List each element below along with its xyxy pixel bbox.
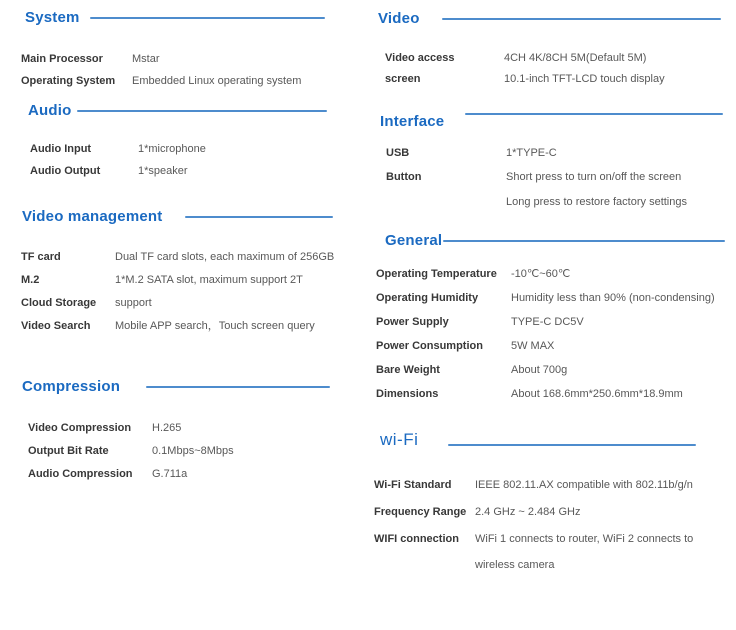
spec-rows <box>374 267 730 401</box>
spec-value: Mobile APP search，Touch screen query <box>115 320 315 332</box>
spec-value: IEEE 802.11.AX compatible with 802.11b/g/n <box>475 479 693 491</box>
section-title: wi-Fi <box>380 430 419 449</box>
section-title: General <box>385 232 443 249</box>
spec-value-line2: wireless camera <box>475 559 555 571</box>
section-divider-line <box>448 444 696 446</box>
spec-label: M.2 <box>21 274 40 286</box>
spec-label: Video Search <box>21 320 91 332</box>
spec-label: Output Bit Rate <box>28 445 109 457</box>
spec-label: Audio Output <box>30 165 101 177</box>
section-divider-line <box>77 110 327 112</box>
section-video <box>374 9 730 93</box>
spec-row <box>374 267 730 281</box>
spec-row <box>18 444 334 458</box>
spec-value: 1*M.2 SATA slot, maximum support 2T <box>115 274 303 286</box>
spec-value-group <box>475 532 693 572</box>
spec-row <box>18 250 334 264</box>
spec-row <box>374 146 730 160</box>
spec-row <box>374 478 730 492</box>
spec-label: Frequency Range <box>374 506 467 518</box>
spec-row <box>374 339 730 353</box>
spec-value: G.711a <box>152 468 188 480</box>
section-divider-line <box>185 216 333 218</box>
spec-rows <box>18 52 334 88</box>
section-divider-line <box>465 113 723 115</box>
spec-value: 4CH 4K/8CH 5M(Default 5M) <box>504 52 647 64</box>
spec-value: support <box>115 297 152 309</box>
spec-rows <box>374 478 730 572</box>
spec-value: TYPE-C DC5V <box>511 316 584 328</box>
section-compression <box>18 377 334 490</box>
spec-label: Bare Weight <box>376 364 440 376</box>
section-header <box>18 377 334 397</box>
section-interface <box>374 112 730 219</box>
spec-row <box>18 467 334 481</box>
spec-label: Cloud Storage <box>21 297 97 309</box>
section-general <box>374 231 730 411</box>
spec-label: Wi-Fi Standard <box>374 479 452 491</box>
section-header <box>374 430 730 450</box>
section-header <box>18 101 334 121</box>
section-divider-line <box>90 17 325 19</box>
spec-value-group <box>506 170 687 209</box>
spec-rows <box>18 142 334 178</box>
spec-label: WIFI connection <box>374 533 459 545</box>
section-divider-line <box>146 386 330 388</box>
section-divider-line <box>443 240 725 242</box>
spec-label: Power Supply <box>376 316 449 328</box>
section-header <box>18 8 334 28</box>
spec-value: About 168.6mm*250.6mm*18.9mm <box>511 388 683 400</box>
spec-value: 1*TYPE-C <box>506 147 557 159</box>
spec-value: 0.1Mbps~8Mbps <box>152 445 234 457</box>
spec-row <box>18 142 334 156</box>
section-header <box>374 112 730 132</box>
spec-label: Video access <box>385 52 455 64</box>
spec-value: About 700g <box>511 364 568 376</box>
section-title: Video <box>378 10 420 27</box>
spec-rows <box>18 421 334 481</box>
spec-value: 2.4 GHz ~ 2.484 GHz <box>475 506 581 518</box>
spec-label: Operating Humidity <box>376 292 479 304</box>
spec-label: Audio Input <box>30 143 92 155</box>
spec-label: Main Processor <box>21 53 103 65</box>
spec-row <box>374 363 730 377</box>
spec-value: WiFi 1 connects to router, WiFi 2 connects to <box>475 533 694 545</box>
spec-label: Video Compression <box>28 422 132 434</box>
spec-row <box>18 74 334 88</box>
spec-label: Dimensions <box>376 388 439 400</box>
spec-row <box>18 273 334 287</box>
section-audio <box>18 101 334 186</box>
spec-row <box>374 315 730 329</box>
section-title: System <box>25 9 80 26</box>
spec-value-line2: Long press to restore factory settings <box>506 196 687 208</box>
spec-row <box>374 387 730 401</box>
spec-row <box>18 421 334 435</box>
spec-label: Audio Compression <box>28 468 133 480</box>
section-title: Interface <box>380 113 445 130</box>
spec-row <box>18 296 334 310</box>
spec-row <box>374 170 730 209</box>
spec-row <box>374 72 730 86</box>
section-video-management <box>18 207 334 342</box>
spec-row <box>374 51 730 65</box>
spec-value: Embedded Linux operating system <box>132 75 302 87</box>
section-header <box>18 207 334 227</box>
spec-label: Operating Temperature <box>376 268 497 280</box>
spec-label: screen <box>385 73 421 85</box>
section-divider-line <box>442 18 721 20</box>
spec-row <box>374 532 730 572</box>
spec-value: Short press to turn on/off the screen <box>506 171 682 183</box>
spec-rows <box>18 250 334 333</box>
spec-value: -10℃~60℃ <box>511 268 571 280</box>
spec-label: Button <box>386 171 422 183</box>
section-title: Video management <box>22 208 163 225</box>
section-system <box>18 8 334 96</box>
section-wifi <box>374 430 730 585</box>
spec-row <box>18 164 334 178</box>
spec-label: TF card <box>21 251 61 263</box>
spec-rows <box>374 51 730 86</box>
spec-rows <box>374 146 730 209</box>
spec-value: 10.1-inch TFT-LCD touch display <box>504 73 665 85</box>
spec-label: Operating System <box>21 75 116 87</box>
spec-value: 1*speaker <box>138 165 188 177</box>
spec-value: Mstar <box>132 53 160 65</box>
spec-row <box>18 52 334 66</box>
spec-value: Humidity less than 90% (non-condensing) <box>511 292 715 304</box>
section-header <box>374 231 730 251</box>
spec-value: H.265 <box>152 422 182 434</box>
spec-label: Power Consumption <box>376 340 483 352</box>
spec-row <box>374 291 730 305</box>
spec-value: 1*microphone <box>138 143 206 155</box>
spec-value: Dual TF card slots, each maximum of 256GB <box>115 251 335 263</box>
section-title: Compression <box>22 378 121 395</box>
section-header <box>374 9 730 29</box>
spec-label: USB <box>386 147 410 159</box>
spec-row <box>374 505 730 519</box>
spec-value: 5W MAX <box>511 340 555 352</box>
section-title: Audio <box>28 102 72 119</box>
spec-row <box>18 319 334 333</box>
